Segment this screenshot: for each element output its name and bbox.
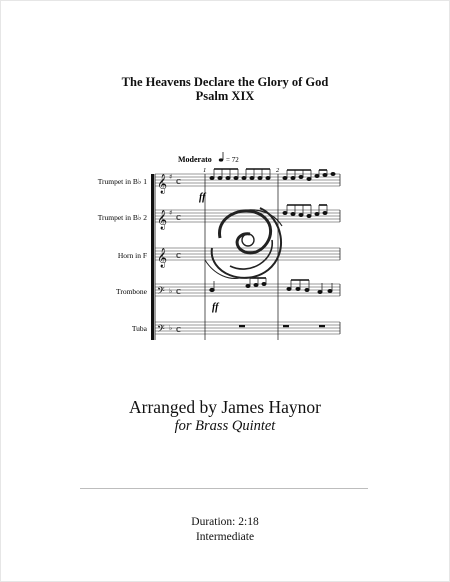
sharp-icon: ♯ bbox=[169, 173, 173, 181]
measure-number: 2 bbox=[276, 167, 280, 174]
common-time-icon: c bbox=[176, 323, 181, 335]
arranger-credit: Arranged by James Haynor bbox=[129, 397, 321, 417]
piece-title: The Heavens Declare the Glory of God bbox=[121, 75, 329, 89]
common-time-icon: c bbox=[176, 211, 181, 223]
instrument-label: Horn in F bbox=[117, 251, 147, 260]
instrument-label: Trumpet in B♭ 1 bbox=[97, 177, 147, 186]
staff-tuba bbox=[155, 322, 340, 334]
measure-number: 1 bbox=[203, 167, 207, 174]
notes-trombone bbox=[210, 278, 332, 294]
bass-clef-icon: 𝄢 bbox=[157, 323, 165, 337]
notes-trumpet-2 bbox=[283, 205, 327, 218]
notes-trumpet-1 bbox=[210, 169, 335, 181]
flat-icon: ♭ bbox=[169, 287, 173, 295]
dynamic-marking: ff bbox=[212, 302, 219, 313]
tempo-value: = 72 bbox=[226, 156, 239, 164]
treble-clef-icon: 𝄞 bbox=[157, 174, 168, 194]
score-excerpt bbox=[0, 148, 450, 348]
system-bracket bbox=[151, 174, 154, 340]
treble-clef-icon: 𝄞 bbox=[157, 210, 168, 230]
common-time-icon: c bbox=[176, 249, 181, 261]
duration-text: Duration: 2:18 bbox=[191, 516, 259, 528]
bass-clef-icon: 𝄢 bbox=[157, 285, 165, 299]
tempo-text: Moderato bbox=[178, 155, 212, 164]
sharp-icon: ♯ bbox=[169, 209, 173, 217]
ensemble-subtitle: for Brass Quintet bbox=[174, 418, 276, 434]
dynamic-marking: ff bbox=[199, 192, 206, 203]
instrument-label: Tuba bbox=[131, 324, 147, 333]
whole-rests bbox=[239, 325, 325, 327]
instrument-label: Trombone bbox=[116, 287, 147, 296]
instrument-label: Trumpet in B♭ 2 bbox=[97, 213, 147, 222]
flat-icon: ♭ bbox=[169, 324, 173, 332]
difficulty-level: Intermediate bbox=[195, 531, 255, 543]
divider bbox=[80, 488, 368, 489]
tempo-note-icon bbox=[219, 158, 223, 161]
staff-trumpet-1 bbox=[155, 174, 340, 186]
treble-clef-icon: 𝄞 bbox=[157, 248, 168, 268]
piece-subtitle: Psalm XIX bbox=[195, 89, 255, 103]
common-time-icon: c bbox=[176, 285, 181, 297]
swirl-graphic bbox=[205, 208, 282, 278]
common-time-icon: c bbox=[176, 175, 181, 187]
